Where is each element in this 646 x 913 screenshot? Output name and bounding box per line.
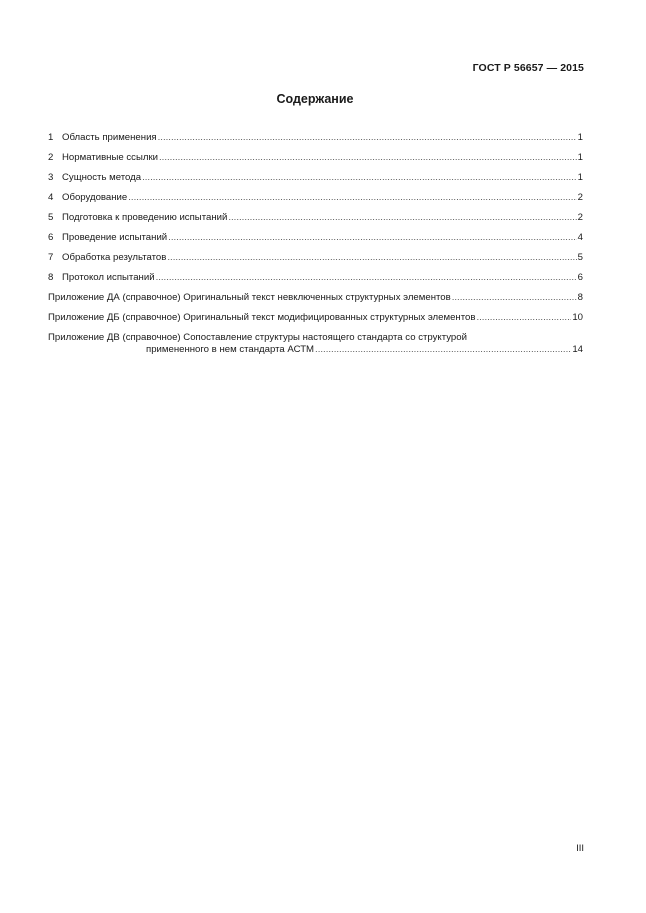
toc-item-label: Подготовка к проведению испытаний: [62, 212, 228, 223]
dot-leader: [476, 312, 571, 324]
toc-item[interactable]: [48, 144, 583, 164]
toc-item-label: Проведение испытаний: [62, 232, 168, 243]
toc-appendix-label: Приложение ДА (справочное) Оригинальный текст невключенных структурных элементов: [48, 292, 451, 303]
toc-item-number: 4: [48, 192, 54, 203]
dot-leader: [159, 152, 577, 164]
toc-item-number: 5: [48, 212, 54, 223]
toc-item-page: 2: [577, 212, 583, 223]
toc-item-page: 1: [577, 152, 583, 163]
page-number: III: [576, 843, 584, 854]
table-of-contents: [48, 124, 583, 364]
toc-appendix-page: 8: [577, 292, 583, 303]
toc-item-label: Нормативные ссылки: [62, 152, 159, 163]
toc-item[interactable]: [48, 164, 583, 184]
toc-item[interactable]: [48, 244, 583, 264]
dot-leader: [142, 172, 577, 184]
toc-item-page: 1: [577, 132, 583, 143]
toc-appendix-label: Приложение ДБ (справочное) Оригинальный текст модифицированных структурных элементов: [48, 312, 476, 323]
dot-leader: [128, 192, 576, 204]
toc-item-number: 1: [48, 132, 54, 143]
toc-item-label: Область применения: [62, 132, 157, 143]
toc-item-label: Протокол испытаний: [62, 272, 155, 283]
toc-item-page: 6: [577, 272, 583, 283]
toc-item-label: Сущность метода: [62, 172, 142, 183]
toc-item-label: Оборудование: [62, 192, 128, 203]
toc-item[interactable]: [48, 184, 583, 204]
toc-item-number: 3: [48, 172, 54, 183]
toc-item-number: 8: [48, 272, 54, 283]
toc-item[interactable]: [48, 124, 583, 144]
toc-appendix-continuation: [48, 344, 583, 356]
document-id: ГОСТ Р 56657 — 2015: [472, 62, 584, 74]
toc-item-number: 2: [48, 152, 54, 163]
toc-item[interactable]: [48, 224, 583, 244]
page-title: Содержание: [276, 92, 354, 106]
toc-item-page: 1: [577, 172, 583, 183]
toc-item-label: Обработка результатов: [62, 252, 167, 263]
toc-appendix[interactable]: [48, 332, 583, 364]
toc-item[interactable]: [48, 264, 583, 284]
toc-item-number: 6: [48, 232, 54, 243]
toc-appendix-label-continued: примененного в нем стандарта АСТМ: [146, 344, 315, 355]
dot-leader: [167, 252, 576, 264]
toc-item-page: 5: [577, 252, 583, 263]
dot-leader: [228, 212, 576, 224]
toc-item-number: 7: [48, 252, 54, 263]
toc-appendix-label: Приложение ДВ (справочное) Сопоставление структуры настоящего стандарта со структурой: [48, 332, 467, 343]
toc-appendix[interactable]: [48, 304, 583, 324]
toc-item-page: 4: [577, 232, 583, 243]
toc-appendix-page: 14: [572, 344, 583, 355]
dot-leader: [315, 344, 571, 356]
dot-leader: [452, 292, 577, 304]
toc-appendix-page: 10: [572, 312, 583, 323]
toc-item[interactable]: [48, 204, 583, 224]
toc-appendix[interactable]: [48, 284, 583, 304]
dot-leader: [156, 272, 577, 284]
toc-item-page: 2: [577, 192, 583, 203]
dot-leader: [168, 232, 577, 244]
dot-leader: [158, 132, 577, 144]
